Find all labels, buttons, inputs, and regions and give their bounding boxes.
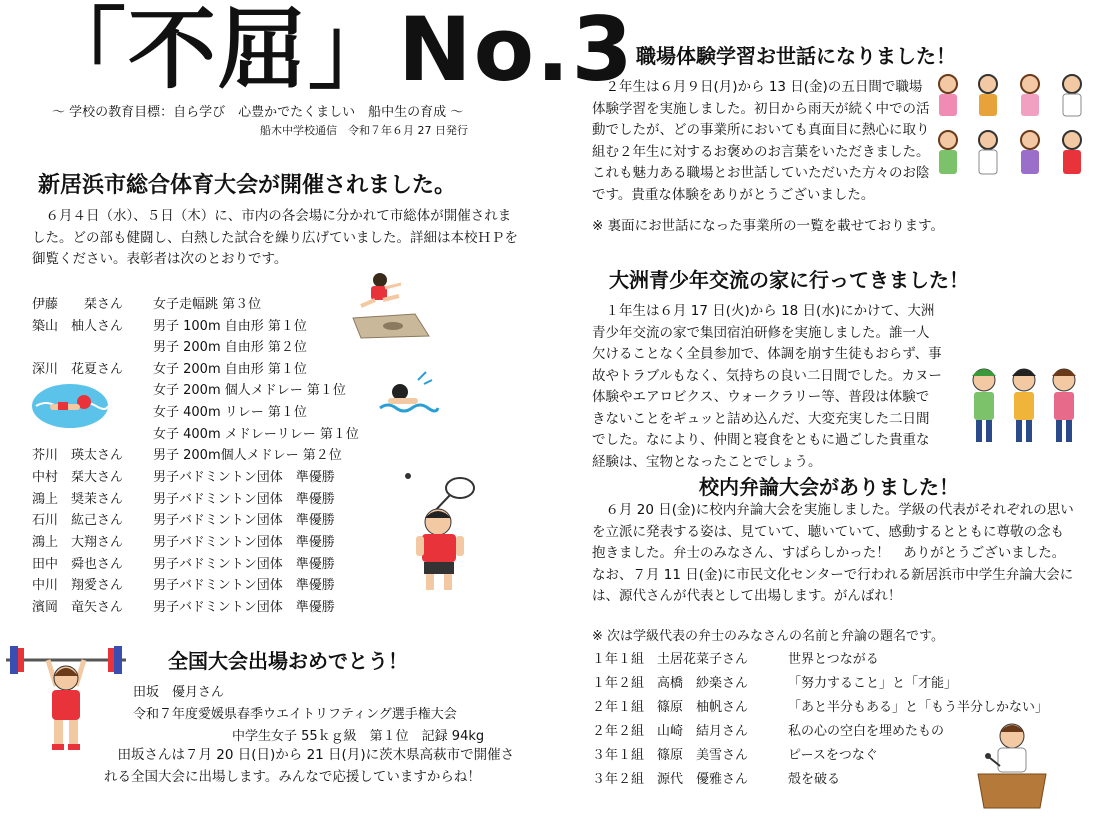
speech-title: 「努力すること」と「才能」 bbox=[788, 676, 958, 691]
speech-title: 私の心の空白を埋めたもの bbox=[788, 724, 945, 739]
speaker-class: ２年２組 bbox=[592, 724, 645, 739]
swimmer-illustration bbox=[378, 372, 438, 418]
speaker-class: １年２組 bbox=[592, 676, 645, 691]
sports-heading: 新居浜市総合体育大会が開催されました。 bbox=[38, 173, 457, 198]
national-body: 田坂さんは７月 20 日(日)から 21 日(月)に茨木県高萩市で開催される全国大会に出場します。みんなで応援していますからね！ bbox=[104, 747, 515, 785]
award-event: 女子 400m メドレーリレー 第１位 bbox=[153, 427, 359, 442]
camp-body: １年生は６月 17 日(火)から 18 日(水)にかけて、大洲青少年交流の家で集団宿泊研修を実施しました。誰一人欠けることなく全員参加で、体調を崩す生徒もおらず、事故やトラブルもなく、気持ちの良い二日間でした。カヌー体験やエアロビクス、ウォークラリー等、普段は体験できないことをギュッと詰め込んだ、大変充実した二日間でした。なにより、仲間と寝食をともに過ごした貴重な経験は、宝物となったことでしょう。 bbox=[592, 303, 942, 470]
workers-illustration bbox=[930, 70, 1095, 185]
camp-heading: 大洲青少年交流の家に行ってきました！ bbox=[609, 268, 969, 292]
meet-name: 令和７年度愛媛県春季ウエイトリフティング選手権大会 bbox=[133, 707, 457, 722]
work-heading: 職場体験学習お世話になりました！ bbox=[636, 44, 956, 68]
award-event: 男子 200m個人メドレー 第２位 bbox=[153, 448, 342, 463]
weightlifter-illustration bbox=[4, 636, 129, 761]
speaker-name: 源代 優雅さん bbox=[657, 772, 749, 787]
speech-title: 殻を破る bbox=[788, 772, 841, 787]
speech-note: ※ 次は学級代表の弁士のみなさんの名前と弁論の題名です。 bbox=[592, 629, 944, 644]
award-event: 男子バドミントン団体 準優勝 bbox=[153, 578, 335, 593]
speech-body: ６月 20 日(金)に校内弁論大会を実施しました。学級の代表がそれぞれの思いを立派に発表する姿は、見ていて、聴いていて、感動するとともに尊敬の念も抱きました。弁士のみなさん、すばらしかった！ ありがとうございました。なお、７月 11 日(金)に市民文化センターで行われる新居浜市中学生弁論大会には、源代さんが代表として出場します。がんばれ！ bbox=[592, 502, 1074, 604]
award-event: 男子バドミントン団体 準優勝 bbox=[153, 513, 335, 528]
work-body: ２年生は６月９日(月)から 13 日(金)の五日間で職場体験学習を実施しました。初日から雨天が続く中での活動でしたが、どの事業所においても真面目に熱心に取り組む２年生に対するお褒めのお言葉をいただきました。これも魅力ある職場とお世話していただいた方々のお陰です。貴重な体験をありがとうございました。 bbox=[592, 79, 930, 203]
speaker-name: 山崎 結月さん bbox=[657, 724, 749, 739]
speaker-class: １年１組 bbox=[592, 652, 645, 667]
award-name: 深川 花夏さん bbox=[32, 362, 124, 377]
award-event: 男子 100m 自由形 第１位 bbox=[153, 319, 307, 334]
meet-result: 中学生女子 55ｋｇ級 第１位 記録 94kg bbox=[232, 729, 485, 744]
award-name: 築山 柚人さん bbox=[32, 319, 124, 334]
long-jump-illustration bbox=[345, 270, 435, 340]
award-name: 中村 栞大さん bbox=[32, 470, 124, 485]
award-name: 石川 紘己さん bbox=[32, 513, 124, 528]
award-event: 男子 200m 自由形 第２位 bbox=[153, 340, 307, 355]
award-event: 男子バドミントン団体 準優勝 bbox=[153, 535, 335, 550]
swimmer-illustration bbox=[30, 382, 110, 430]
speech-title: ピースをつなぐ bbox=[788, 748, 878, 763]
award-event: 男子バドミントン団体 準優勝 bbox=[153, 557, 335, 572]
speaker-name: 篠原 美雪さん bbox=[657, 748, 749, 763]
speaker-class: ３年１組 bbox=[592, 748, 645, 763]
award-name: 濱岡 竜矢さん bbox=[32, 600, 124, 615]
award-name: 芥川 瑛太さん bbox=[32, 448, 124, 463]
speech-title: 世界とつながる bbox=[788, 652, 879, 667]
speaker-podium-illustration bbox=[972, 718, 1052, 810]
award-event: 女子 200m 自由形 第１位 bbox=[153, 362, 307, 377]
award-name: 田中 舜也さん bbox=[32, 557, 124, 572]
issue-info: 船木中学校通信 令和７年６月 27 日発行 bbox=[260, 124, 468, 137]
award-name: 鴻上 奨茉さん bbox=[32, 492, 124, 507]
speaker-class: ２年１組 bbox=[592, 700, 645, 715]
newsletter-title: 「不屈」No.3 bbox=[38, 0, 635, 101]
speaker-name: 土居花菜子さん bbox=[657, 652, 749, 667]
badminton-player-illustration bbox=[398, 470, 483, 595]
speaker-class: ３年２組 bbox=[592, 772, 645, 787]
award-name: 鴻上 大翔さん bbox=[32, 535, 124, 550]
speaker-name: 高橋 紗楽さん bbox=[657, 676, 749, 691]
speech-heading: 校内弁論大会がありました！ bbox=[699, 475, 959, 499]
school-goal: ～ 学校の教育目標：自ら学び 心豊かでたくましい 船中生の育成 ～ bbox=[52, 105, 464, 120]
award-event: 男子バドミントン団体 準優勝 bbox=[153, 470, 335, 485]
award-event: 女子 200m 個人メドレー 第１位 bbox=[153, 383, 346, 398]
award-event: 女子 400m リレー 第１位 bbox=[153, 405, 307, 420]
work-note: ※ 裏面にお世話になった事業所の一覧を載せております。 bbox=[592, 218, 945, 234]
award-event: 男子バドミントン団体 準優勝 bbox=[153, 492, 335, 507]
sports-body: ６月４日（水）、５日（木）に、市内の各会場に分かれて市総体が開催されました。どの部も健闘し、白熱した試合を繰り広げていました。詳細は本校ＨＰを御覧ください。表彰者は次のとおりです。 bbox=[32, 208, 518, 267]
award-event: 男子バドミントン団体 準優勝 bbox=[153, 600, 335, 615]
award-name: 伊藤 栞さん bbox=[32, 297, 124, 312]
hiking-students-illustration bbox=[962, 362, 1087, 452]
speaker-name: 篠原 柚帆さん bbox=[657, 700, 749, 715]
award-event: 女子走幅跳 第３位 bbox=[153, 297, 262, 312]
speech-title: 「あと半分もある」と「もう半分しかない」 bbox=[788, 700, 1049, 715]
national-heading: 全国大会出場おめでとう！ bbox=[168, 649, 408, 673]
award-name: 中川 翔愛さん bbox=[32, 578, 124, 593]
athlete-name: 田坂 優月さん bbox=[133, 685, 225, 700]
